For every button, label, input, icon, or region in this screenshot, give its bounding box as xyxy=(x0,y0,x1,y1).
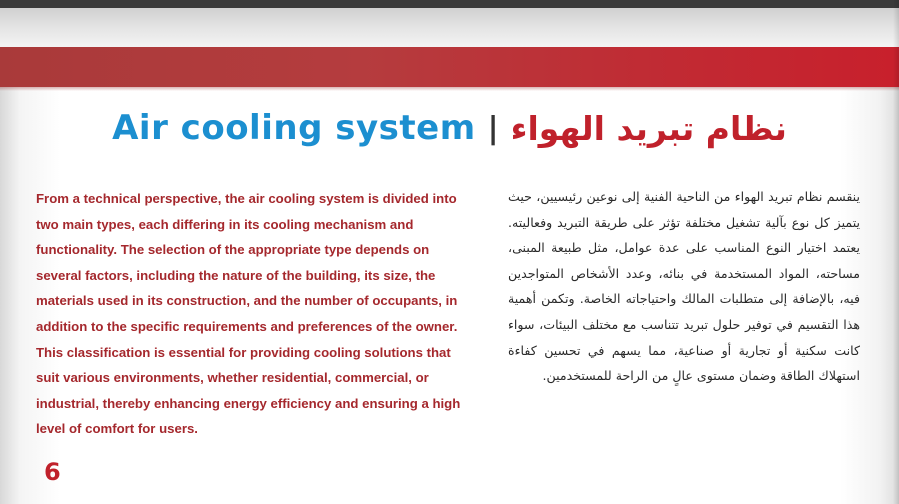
title-english: Air cooling system xyxy=(112,108,476,148)
english-paragraph: From a technical perspective, the air cooling system is divided into two main types, each differing in its cooling mechanism and functionality. The selection of the appropriate type depends on several factors, including the nature of the building, its size, the materials used in its construction, and the number of occupants, in addition to the specific requirements and preferences of the owner. This classification is essential for providing cooling solutions that suit various environments, whether residential, commercial, or industrial, thereby enhancing energy efficiency and ensuring a high level of comfort for users. xyxy=(36,191,461,437)
arabic-paragraph: ينقسم نظام تبريد الهواء من الناحية الفنية إلى نوعين رئيسيين، حيث يتميز كل نوع بآلية تشغيل مختلفة تؤثر على طريقة التبريد وفعاليته. يعتمد اختيار النوع المناسب على عدة عوامل، مثل طبيعة المبنى، مساحته، المواد المستخدمة في بنائه، وعدد الأشخاص المتواجدين فيه، بالإضافة إلى متطلبات المالك واحتياجاته الخاصة. وتكمن أهمية هذا التقسيم في توفير حلول تبريد تتناسب مع مختلف البيئات، سواء كانت سكنية أو تجارية أو صناعية، مما يسهم في تحسين كفاءة استهلاك الطاقة وضمان مستوى عالٍ من الراحة للمستخدمين. xyxy=(508,189,860,384)
top-dark-strip xyxy=(0,0,899,8)
title-arabic: نظام تبريد الهواء xyxy=(510,108,787,148)
title-separator: | xyxy=(487,110,499,146)
page-title xyxy=(0,98,899,158)
red-band-shadow xyxy=(0,87,899,91)
red-header-band xyxy=(0,47,899,87)
page-edge-shadow xyxy=(893,0,899,504)
page-number: 6 xyxy=(44,458,61,486)
